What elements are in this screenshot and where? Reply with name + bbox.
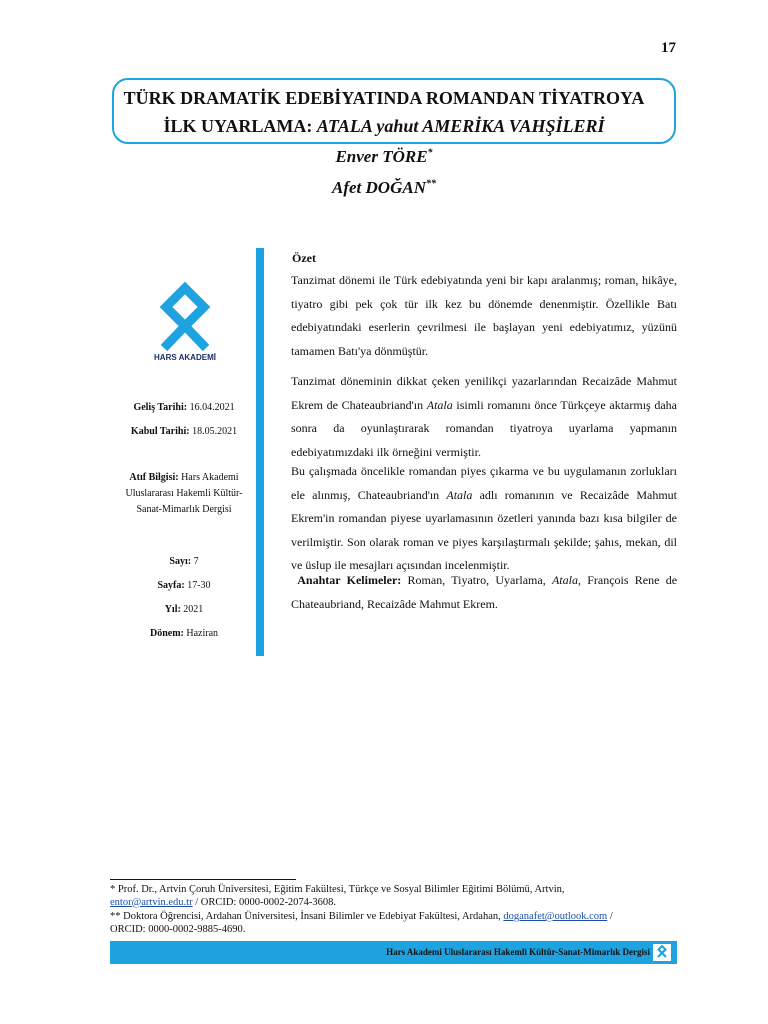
donem: Dönem: Haziran [149,628,219,639]
author-2-mark: ** [425,178,436,190]
title-line-2-italic: ATALA yahut AMERİKA VAHŞİLERİ [316,116,605,136]
footnote-1: * Prof. Dr., Artvin Çoruh Üniversitesi, Eğitim Fakültesi, Türkçe ve Sosyal Bilimler Eğitimi Bölümü, Artvin, entor@artvin.edu.tr / ORCID: 0000-0002-2074-3608. [110,884,565,908]
kabul-tarihi: Kabul Tarihi: 18.05.2021 [130,426,238,437]
footnote-rule [110,879,296,880]
title-line-2-prefix: İLK UYARLAMA: [163,116,317,136]
logo-text: HARS AKADEMİ [154,353,216,362]
author-1-name: Enver TÖRE [335,147,428,166]
title-line-2 [0,116,768,137]
keywords-label: Anahtar Kelimeler: [297,573,402,587]
author-2 [0,178,768,198]
footer-bar [110,941,677,964]
hars-akademi-logo-icon [138,282,232,364]
keywords: Anahtar Kelimeler: Roman, Tiyatro, Uyarlama, Atala, François Rene de Chateaubriand, Recaizâde Mahmut Ekrem. [291,573,678,611]
atif-bilgisi: Atıf Bilgisi: Hars Akademi Uluslararası Hakemli Kültür- Sanat-Mimarlık Dergisi [125,472,243,515]
author-1 [0,147,768,167]
abstract-paragraph-2: Tanzimat döneminin dikkat çeken yenilikçi yazarlarından Recaizâde Mahmut Ekrem de Chateaubriand'ın Atala isimli romanını önce Türkçeye aktarmış daha sonra da oyunlaştırarak romandan tiyatroya uyarlama yapmanın edebiyatımızdaki ilk örneğini vermiştir. [291,374,677,459]
email-link-2[interactable]: doganafet@outlook.com [503,911,608,922]
page-number: 17 [661,40,676,56]
footer-logo-icon [653,944,671,961]
author-2-name: Afet DOĞAN [332,178,426,197]
yil: Yıl: 2021 [164,604,204,615]
email-link-1[interactable]: entor@artvin.edu.tr [110,896,193,908]
abstract-paragraph-1: Tanzimat dönemi ile Türk edebiyatında yeni bir kapı aralanmış; roman, hikâye, tiyatro gibi pek çok tür ilk kez bu dönemde denenmiştir. Özellikle Batı edebiyatındaki eserlerin çevrilmesi ile başlayan yeni edebiyatımız, yüzünü tamamen Batı'ya dönmüştür. [291,273,677,358]
abstract-paragraph-3: Bu çalışmada öncelikle romandan piyes çıkarma ve bu uygulamanın zorlukları ele alınmış, Chateaubriand'ın Atala adlı romanının ve Recaizâde Mahmut Ekrem'in romandan piyese uyarlamasının özetleri yanında bazı kısa bilgiler de verilmiştir. Son olarak roman ve piyes karşılaştırmalı şekilde; şahıs, mekan, dil ve üslup ile mesajları açısından incelenmiştir. [291,464,677,572]
abstract-heading: Özet [292,251,316,265]
gelis-tarihi: Geliş Tarihi: 16.04.2021 [133,402,235,413]
footnote-2: ** Doktora Öğrencisi, Ardahan Üniversitesi, İnsani Bilimler ve Edebiyat Fakültesi, Ardahan, doganafet@outlook.com / ORCID: 0000-0002-9885-4690. [110,911,613,935]
title-line-1: TÜRK DRAMATİK EDEBİYATINDA ROMANDAN TİYATROYA [123,88,645,108]
sayfa: Sayfa: 17-30 [157,580,211,591]
footer-journal-title: Hars Akademi Uluslararası Hakemli Kültür-Sanat-Mimarlık Dergisi [386,947,650,957]
sayi: Sayı: 7 [169,556,199,567]
author-1-mark: * [427,147,433,159]
sidebar-divider [256,248,264,656]
